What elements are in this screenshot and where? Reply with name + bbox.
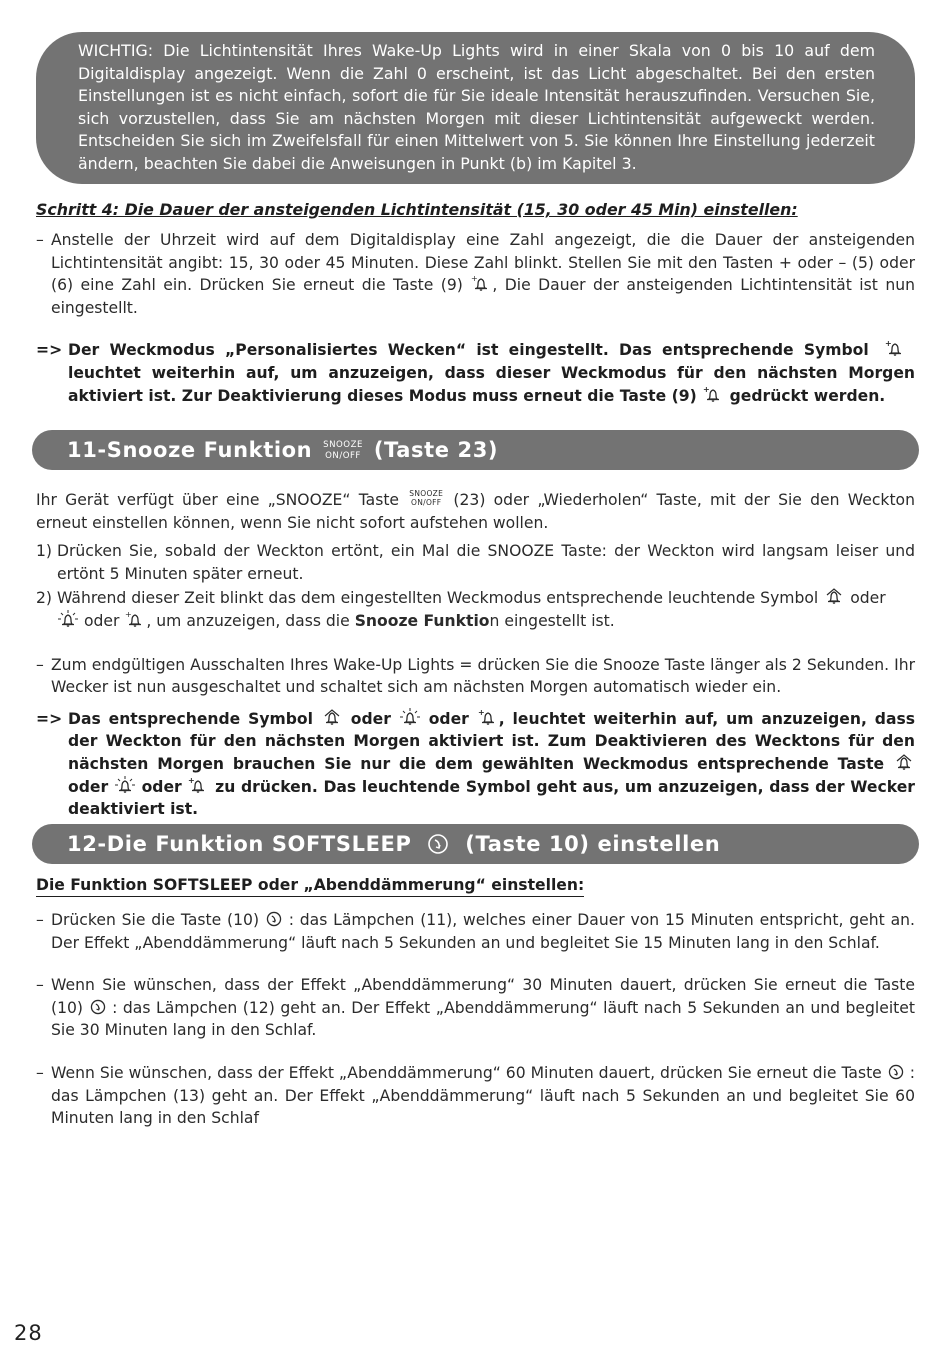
step-4-text-end: , Die Dauer der ansteigenden Lichtintensität ist nun eingestellt. <box>51 276 915 317</box>
oder-text: oder <box>141 777 182 796</box>
step-4-content <box>36 229 915 407</box>
item-text-2: : das Lämpchen (11), welches einer Dauer von 15 Minuten entspricht, geht an. Der Effekt „Abenddämmerung“ läuft nach 5 Sekunden an und begleitet Sie 15 Minuten lang in den Schlaf. <box>51 911 915 952</box>
step-4-result-text-3: gedrückt werden. <box>729 386 886 405</box>
step-4-text: Anstelle der Uhrzeit wird auf dem Digitaldisplay eine Zahl angezeigt, die die Dauer der ansteigenden Lichtintensität angibt: 15, 30 oder 45 Minuten. Diese Zahl blinkt. Stellen Sie mit den Tasten + oder – (5) oder (6) eine Zahl ein. Drücken Sie erneut die Taste (9) <box>51 231 915 295</box>
step-4-title: Schritt 4: Die Dauer der ansteigenden Lichtintensität (15, 30 oder 45 Min) einstellen: <box>36 200 798 219</box>
dash-marker: – <box>36 231 44 249</box>
numbered-item-2 <box>36 587 915 632</box>
svg-text:+: + <box>471 274 479 284</box>
snooze-label-bottom: ON/OFF <box>325 451 361 461</box>
number-marker: 1) <box>36 542 53 561</box>
svg-text:+: + <box>703 384 710 394</box>
softsleep-item-3 <box>36 1062 915 1130</box>
item-1-text: Drücken Sie, sobald der Weckton ertönt, ein Mal die SNOOZE Taste: der Weckton wird langsam leiser und ertönt 5 Minuten später erneut. <box>57 542 915 583</box>
item-text: Wenn Sie wünschen, dass der Effekt „Abenddämmerung“ 30 Minuten dauert, drücken Sie erneut die Taste (10) <box>51 976 915 1017</box>
item-text-2: : das Lämpchen (13) geht an. Der Effekt „Abenddämmerung“ läuft nach 5 Sekunden an und begleitet Sie 60 Minuten lang in den Schlaf <box>51 1063 915 1128</box>
snooze-mini-top: SNOOZE <box>409 488 444 498</box>
softsleep-icon <box>266 911 282 927</box>
bell-plus-icon <box>471 274 491 293</box>
dash-marker: – <box>36 976 44 995</box>
bell-house-icon <box>322 708 342 727</box>
bell-sun-icon <box>58 610 78 629</box>
snooze-off-text: Zum endgültigen Ausschalten Ihres Wake-Up Lights = drücken Sie die Snooze Taste länger als 2 Sekunden. Ihr Wecker ist nun ausgeschaltet und schaltet sich am nächsten Morgen automatisch wieder ein. <box>51 655 915 697</box>
important-notice-text: WICHTIG: Die Lichtintensität Ihres Wake-Up Lights wird in einer Skala von 0 bis 10 auf dem Digitaldisplay angezeigt. Wenn die Zahl 0 erscheint, ist das Licht abgeschaltet. Bei den ersten Einstellungen ist es nicht einfach, sofort die für Sie ideale Intensität herauszufinden. Versuchen Sie, sich vorzustellen, dass Sie am nächsten Morgen mit dieser Lichtintensität aufgeweckt werden. Entscheiden Sie sich im Zweifelsfall für einen Mittelwert von 5. Sie können Ihre Einstellung jederzeit ändern, beachten Sie dabei die Anweisungen in Punkt (b) im Kapitel 3. <box>78 41 875 173</box>
snooze-inline-label <box>409 489 443 507</box>
section-11-intro <box>36 489 915 534</box>
bell-plus-icon <box>125 610 145 629</box>
section-11-title: 11-Snooze Funktion <box>67 438 313 462</box>
section-11-result <box>36 708 915 821</box>
step-4-result-text: Der Weckmodus „Personalisiertes Wecken“ ist eingestellt. Das entsprechende Symbol <box>68 341 869 360</box>
item-2-text-3: n eingestellt ist. <box>489 611 615 630</box>
section-11-header <box>32 430 919 470</box>
arrow-marker: => <box>36 709 63 728</box>
svg-text:+: + <box>188 775 196 785</box>
number-marker: 2) <box>36 589 53 608</box>
bell-plus-icon <box>885 339 905 358</box>
bell-plus-icon <box>188 776 208 795</box>
item-2-text: Während dieser Zeit blinkt das dem eingestellten Weckmodus entsprechende leuchtende Symbol <box>57 589 819 608</box>
section-11-title-suffix: (Taste 23) <box>373 438 499 462</box>
page-number: 28 <box>14 1321 43 1345</box>
intro-text-2: (23) oder „Wiederholen“ Taste, mit der Sie den Weckton erneut einstellen können, wenn Sie nicht sofort aufstehen wollen. <box>36 491 915 532</box>
bell-plus-icon <box>703 385 723 404</box>
step-4-result-text-2: leuchtet weiterhin auf, um anzuzeigen, dass dieser Weckmodus für den nächsten Morgen aktiviert ist. Zur Deaktivierung dieses Modus muss erneut die Taste (9) <box>68 363 915 405</box>
item-text-2: : das Lämpchen (12) geht an. Der Effekt „Abenddämmerung“ läuft nach 5 Sekunden an und begleitet Sie 30 Minuten lang in den Schlaf. <box>51 998 916 1040</box>
section-12-title-suffix: (Taste 10) einstellen <box>465 832 721 856</box>
item-2-bold: Snooze Funktio <box>354 611 490 630</box>
section-12-header <box>32 824 919 864</box>
softsleep-icon <box>888 1064 904 1080</box>
result-text-3: zu drücken. Das leuchtende Symbol geht aus, um anzuzeigen, dass der Wecker deaktiviert ist. <box>68 777 915 819</box>
bell-sun-icon <box>115 776 135 795</box>
svg-text:+: + <box>884 339 892 349</box>
oder-text: oder <box>68 777 109 796</box>
snooze-button-label <box>323 440 363 462</box>
softsleep-icon <box>90 999 106 1015</box>
important-notice-box <box>36 32 915 184</box>
bell-house-icon <box>894 753 914 772</box>
snooze-off-item <box>36 654 915 699</box>
snooze-label-top: SNOOZE <box>323 440 363 450</box>
section-12-subtitle: Die Funktion SOFTSLEEP oder „Abenddämmerung“ einstellen: <box>36 875 584 897</box>
step-4-list-item <box>36 229 915 319</box>
intro-text: Ihr Gerät verfügt über eine „SNOOZE“ Taste <box>36 491 400 509</box>
oder-text: oder <box>350 709 391 728</box>
section-12-content <box>36 909 915 1130</box>
dash-marker: – <box>36 1063 44 1082</box>
bell-house-icon <box>824 587 844 606</box>
arrow-marker: => <box>36 341 63 360</box>
numbered-item-1 <box>36 540 915 585</box>
step-4-result <box>36 339 915 407</box>
item-2-text-2: , um anzuzeigen, dass die <box>146 611 350 630</box>
softsleep-item-2 <box>36 974 915 1042</box>
bell-plus-icon <box>478 708 498 727</box>
result-text: Das entsprechende Symbol <box>68 709 313 728</box>
svg-text:+: + <box>125 609 133 619</box>
softsleep-icon <box>427 833 449 855</box>
oder-text: oder <box>428 709 469 728</box>
oder-text: oder <box>850 589 886 608</box>
dash-marker: – <box>36 911 44 929</box>
section-11-content <box>36 489 915 821</box>
section-12-title: 12-Die Funktion SOFTSLEEP <box>67 832 412 856</box>
item-text: Wenn Sie wünschen, dass der Effekt „Abenddämmerung“ 60 Minuten dauert, drücken Sie erneut die Taste <box>51 1063 882 1082</box>
result-text-2: , leuchtet weiterhin auf, um anzuzeigen, dass der Weckton für den nächsten Morgen aktiviert ist. Zum Deaktivieren des Wecktons für den nächsten Morgen brauchen Sie nur die dem gewählten Weckmodus entsprechende Taste <box>68 709 916 773</box>
snooze-mini-bottom: ON/OFF <box>411 497 442 507</box>
dash-marker: – <box>36 655 44 674</box>
oder-text: oder <box>83 611 120 630</box>
item-text: Drücken Sie die Taste (10) <box>51 911 260 929</box>
bell-sun-icon <box>400 708 420 727</box>
softsleep-item-1 <box>36 909 915 954</box>
svg-text:+: + <box>477 707 485 717</box>
